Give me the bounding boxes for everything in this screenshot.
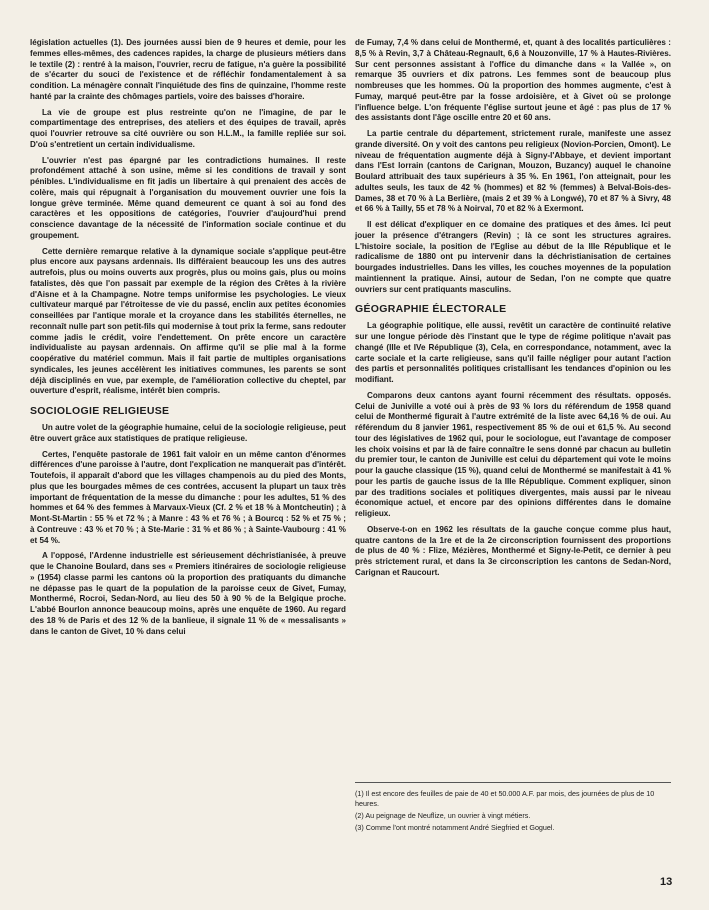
paragraph: Un autre volet de la géographie humaine, celui de la sociologie religieuse, peut être ouvert grâce aux statistiques de pratique religieuse. — [30, 423, 346, 443]
section-heading-sociologie: SOCIOLOGIE RELIGIEUSE — [30, 405, 170, 417]
page-number: 13 — [660, 876, 673, 888]
paragraph: législation actuelles (1). Des journées aussi bien de 9 heures et demie, pour les femmes elles-mêmes, des cadences rapides, la charge de plusieurs métiers dans le textile (2) : rentré à la maison, l'ouvrier, recru de fatigue, n'a guère la possibilité de s'écarter du souci de l'existence et de réfléchir fondamentalement à sa condition. La ménagère connaît l'inquiétude des fins de quinzaine, l'homme reste hanté par la crainte des chômages partiels, voire des baisses d'horaire. — [30, 38, 346, 101]
paragraph: Il est délicat d'expliquer en ce domaine des pratiques et des âmes. Ici peut jouer la présence d'étrangers (Revin) ; là ce sont les structures agraires. L'histoire sociale, la position de l'Eglise au début de la IIIe République et le radicalisme de 1880 ont pu intervenir dans la déchristianisation de certaines bourgades industrielles. Dans les villes, les couches moyennes de la population maintiennent la pratique. Ainsi, autour de Sedan, l'on ne compte que quatre ouvriers sur cent pratiquants masculins. — [355, 220, 671, 294]
footnote: (3) Comme l'ont montré notamment André Siegfried et Goguel. — [355, 823, 555, 832]
footnotes — [355, 782, 671, 835]
footnote: (1) Il est encore des feuilles de paie de 40 et 50.000 A.F. par mois, des journées de plus de 10 heures. — [355, 789, 655, 808]
paragraph: Observe-t-on en 1962 les résultats de la gauche conçue comme plus haut, quatre cantons de la 1re et de la 2e circonscription fournissent des proportions de plus de 40 % : Flize, Mézières, Monthermé et Signy-le-Petit, ce dernier à peu près strictement rural, et dans la 3e circonscription les cantons de Sedan-Nord, Carignan et Raucourt. — [355, 524, 671, 577]
paragraph: Certes, l'enquête pastorale de 1961 fait valoir en un même canton d'énormes différences d'une paroisse à l'autre, dont l'explication ne manquerait pas d'intérêt. Toutefois, il apparaît d'abord que les villages champenois au du pied des Monts, plus que les bourgades mêmes de ces contrées, accusent la plupart un taux très important de fréquentation de la messe du dimanche : pour les adultes, 51 % des hommes et 64 % des femmes à Marvaux-Vieux (Cf. 2 % et 18 % à Montcheutin) ; à Mont-St-Martin : 55 % et 72 % ; à Manre : 43 % et 76 % ; à Bourcq : 52 % et 75 % ; à Contreuve : 43 % et 70 % ; à Ste-Marie : 31 % et 86 % ; à Sainte-Vaubourg : 41 % et 54 %. — [30, 449, 346, 545]
section-heading-geographie-electorale: GÉOGRAPHIE ÉLECTORALE — [355, 303, 507, 316]
left-column — [30, 38, 346, 642]
paragraph: Cette dernière remarque relative à la dynamique sociale s'applique peut-être plus encore aux paysans ardennais. Ils différaient beaucoup les uns des autres autrefois, plus ou moins ouverts aux progrès, plus ou moins gais, plus ou moins fatalistes, dès que l'on passait par exemple de la région des Crêtes à la rivière d'Aisne et à la Champagne. Notre temps uniformise les psychologies. Le vieux cultivateur marqué par l'étroitesse de vie du passé, enclin aux petites économies conseillées par l'antique morale et la croyance dans les stabilités éternelles, ne reconnaît nulle part son petit-fils qui modernise à tout prix la ferme, sans redouter comme jadis le crédit, voire l'endettement. On prête encore un caractère individualiste au paysan ardennais. On affirme qu'il se plie mal à la forme coopérative du matériel commun. Mais il fait partie de multiples organisations syndicales, les jeunes accélèrent les initiatives communes, les parents se sont déjà disciplinés en vue, par exemple, de l'amélioration collective du cheptel, par ouverture d'esprit, réalisme, intérêt bien compris. — [30, 246, 346, 396]
paragraph: L'ouvrier n'est pas épargné par les contradictions humaines. Il reste profondément attaché à son usine, même si les conditions de travail y sont pénibles. L'individualisme en fit jadis un libertaire à qui prenaient des accès de colère, mais qui répugnait à l'organisation du mouvement ouvrier une fois la longue grève terminée. Même quand demeurent ce quant à soi au fond des caractères et les oppositions de catégories, l'ouvrier d'aujourd'hui prend conscience davantage de la nécessité de l'information sociale continue et du groupement. — [30, 155, 346, 240]
paragraph: La vie de groupe est plus restreinte qu'on ne l'imagine, de par le compartimentage des entreprises, des ateliers et des équipes de travail, après quoi l'ouvrier retrouve sa cité ouvrière ou son H.L.M., la famille repliée sur soi. D'où s'entretient un certain individualisme. — [30, 107, 346, 149]
paragraph: Comparons deux cantons ayant fourni récemment des résultats. opposés. Celui de Juniville a voté oui à près de 93 % lors du référendum de 1958 quand celui de Monthermé figurait à l'autre extrémité de la liste avec 64,16 % de oui. Au référendum du 8 janvier 1961, respectivement 85 % de oui et 61,5 %. Au second tour des législatives de 1962 qui, pour le sociologue, eut l'avantage de composer les choix voisins et par là de faire connaître le sens donné par chacun au bulletin du premier tour, le canton de Juniville est celui du département qui vote le moins pour la gauche classique (15 %), quand celui de Monthermé se manifestait à 41 % pour les partis de gauche issus de la IIIe République. Comment expliquer, sinon par des traditions sociales et politiques divergentes, mais aussi par le niveau économique actuel, et encore par des opinions différentes dans le domaine religieux. — [355, 390, 671, 518]
paragraph: La partie centrale du département, strictement rurale, manifeste une assez grande diversité. On y voit des cantons peu religieux (Novion-Porcien, Omont). Le niveau de fréquentation augmente déjà à Signy-l'Abbaye, et devient important dans l'Est lorrain (cantons de Carignan, Mouzon, Buzancy) auquel le chanoine Boulard attribuait des taux supérieurs à 35 %. En 1961, l'on atteignait, pour les adultes seuls, les taux de 42 % (hommes) et 82 % (femmes) à Belval-Bois-des-Dames, 38 et 70 % à La Berlière, (mais 2 et 39 % à Longwé), 70 et 87 % à Sivry, 48 et 66 % à Tailly, 55 et 78 % à Noirval, 70 et 82 % à Exermont. — [355, 129, 671, 214]
right-column — [355, 38, 671, 584]
paragraph: A l'opposé, l'Ardenne industrielle est sérieusement déchristianisée, à preuve que le Chanoine Boulard, dans ses « Premiers itinéraires de sociologie religieuse » (1954) classe parmi les cantons où la proportion des pratiquants du dimanche ne dépasse pas le quart de la population de la paroisse ceux de Givet, Fumay, Monthermé, Rocroi, Sedan-Nord, au lieu des 50 à 90 % de la Belgique proche. L'abbé Bourlon annonce beaucoup moins, après une enquête de 1960. Au regard des 18 % de Paris et des 12 % de la banlieue, il signale 11 % de « messalisants » dans le canton de Givet, 10 % dans celui — [30, 551, 346, 636]
paragraph: de Fumay, 7,4 % dans celui de Monthermé, et, quant à des localités particulières : 8,5 % à Revin, 3,7 à Château-Regnault, 6,6 à Nouzonville, 17 % à Hautes-Rivières. Sur cent personnes assistant à l'office du dimanche dans « la Vallée », on remarque 35 ouvriers et dix patrons. Les femmes sont de beaucoup plus nombreuses que les hommes. Où la proportion des hommes augmente, c'est à Fumay, marqué peut-être par la fosse ardoisière, et à Givet où se prolonge l'influence belge. L'on fréquente l'église surtout jeune et âgé : pas plus de 17 % des assistants dont l'âge oscille entre 20 et 60 ans. — [355, 38, 671, 123]
footnote: (2) Au peignage de Neuflize, un ouvrier à vingt métiers. — [355, 811, 531, 820]
paragraph: La géographie politique, elle aussi, revêtit un caractère de continuité relative sur une longue période dès l'instant que le type de régime politique n'avait pas changé (IIIe et IVe République (3), Cela, en correspondance, notamment, avec la carte sociale et la carte religieuse, sans qu'il faille négliger pour autant l'action des partis et personnalités politiques cristallisant les tendances d'opinion ou les modifiant. — [355, 321, 671, 384]
